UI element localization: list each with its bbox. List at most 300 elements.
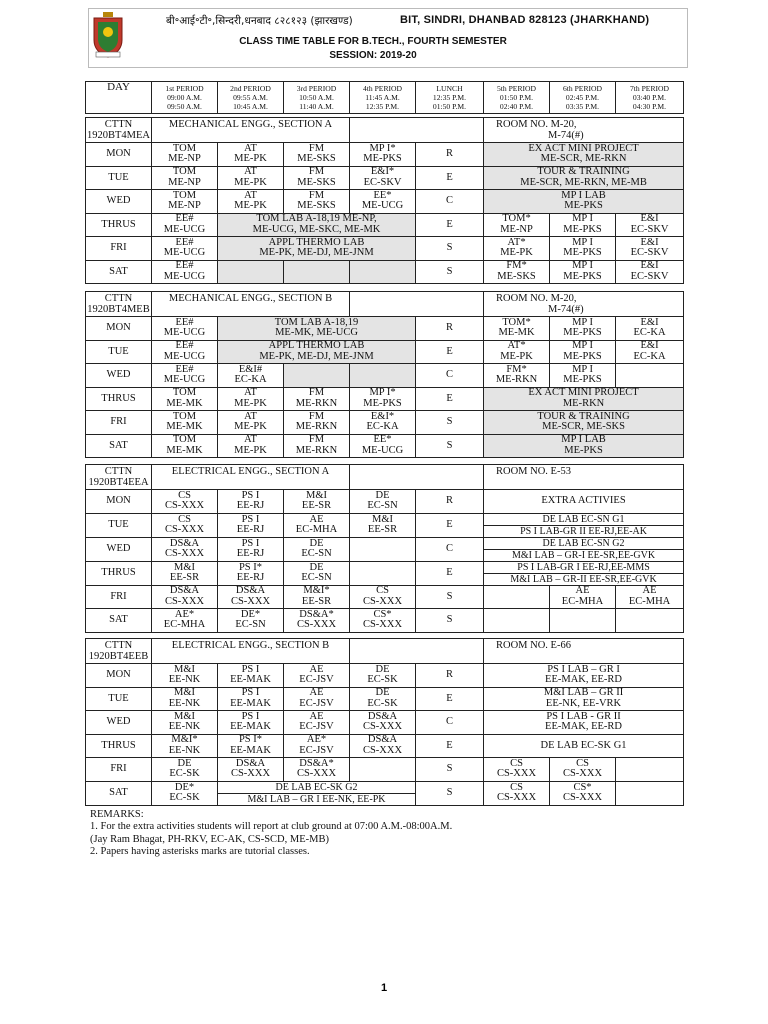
- cell-line-top: C: [446, 195, 454, 206]
- timetable-cell: [218, 758, 284, 782]
- period-end: 09:50 A.M.: [167, 102, 202, 111]
- section-code: 1920BT4EEB: [88, 650, 149, 662]
- section-code-cell: [86, 292, 152, 317]
- timetable-cell: [416, 711, 484, 735]
- timetable-cell: [350, 490, 416, 514]
- timetable-cell: [550, 609, 616, 633]
- timetable-cell: [416, 317, 484, 341]
- cell-line-bottom: ME-UCG: [361, 444, 404, 456]
- cell-line-bottom: ME-UCG: [163, 223, 206, 235]
- day-label: FRI: [86, 758, 152, 782]
- institute-name-english: BIT, SINDRI, DHANBAD 828123 (JHARKHAND): [400, 14, 650, 26]
- cell-line-bottom: EE-RJ: [236, 572, 265, 583]
- timetable-cell: [350, 561, 416, 585]
- cell-line-bottom: ME-RKN: [295, 421, 338, 433]
- period-end: 03:35 P.M.: [565, 102, 600, 111]
- page-number: 1: [380, 982, 388, 994]
- cell-line-bottom: ME-PK: [234, 444, 267, 456]
- cell-line-top: AE: [309, 513, 324, 525]
- timetable-cell: [550, 781, 616, 805]
- cell-line-top: EE*: [373, 189, 392, 201]
- cttn-label: CTTN: [104, 466, 133, 477]
- section-name: MECHANICAL ENGG., SECTION A: [152, 118, 350, 143]
- timetable-cell: [616, 213, 684, 237]
- cell-line-top: PS I: [241, 687, 260, 699]
- cell-line-bottom: ME-PK: [500, 247, 533, 259]
- timetable-cell: [484, 411, 684, 435]
- timetable-cell: [152, 781, 218, 805]
- cell-line-bottom: ME-NP: [168, 153, 201, 165]
- cell-line-bottom: CS-XXX: [164, 595, 205, 607]
- timetable-cell: [416, 213, 484, 237]
- timetable-row: [86, 411, 684, 435]
- day-label: MON: [86, 317, 152, 341]
- cell-line-bottom: CS-XXX: [496, 792, 537, 803]
- timetable-cell: [484, 781, 550, 805]
- cell-line-top: C: [446, 542, 454, 554]
- cell-line-top: S: [446, 590, 453, 602]
- cell-line-top: CS: [376, 585, 389, 597]
- cell-line-top: S: [446, 763, 453, 774]
- cell-line-bottom: CS-XXX: [296, 768, 337, 780]
- cell-line-top: EX ACT MINI PROJECT: [528, 142, 639, 154]
- timetable-cell: [416, 490, 484, 514]
- timetable-row: [86, 434, 684, 458]
- section-title-row: [86, 639, 684, 664]
- timetable-cell: [152, 434, 218, 458]
- cell-line-bottom: ME-NP: [168, 200, 201, 212]
- timetable-row: [86, 387, 684, 411]
- timetable-cell: [284, 411, 350, 435]
- cell-line-top: MP I*: [369, 142, 396, 154]
- cell-line-top: DS&A: [367, 734, 398, 746]
- day-label: FRI: [86, 237, 152, 261]
- cell-line-bottom: ME-PK: [234, 397, 267, 409]
- timetable-cell: [284, 537, 350, 561]
- section-title-row: [86, 118, 684, 143]
- cell-line-bottom: EC-SKV: [630, 223, 669, 235]
- timetable-cell: [218, 411, 284, 435]
- institute-crest-logo: [92, 12, 124, 58]
- cell-line-top: S: [446, 439, 453, 451]
- day-label: WED: [86, 537, 152, 561]
- cell-line-top: S: [446, 614, 453, 625]
- cell-line-top: E: [446, 566, 453, 578]
- cell-line-top: EXTRA ACTIVIES: [541, 495, 626, 506]
- timetable-cell: [350, 190, 416, 214]
- cell-line-top: E&I: [640, 260, 659, 272]
- cell-line-bottom: EE-SR: [301, 595, 332, 607]
- day-label: SAT: [86, 781, 152, 805]
- cell-line-top: DS&A: [169, 585, 200, 597]
- timetable-cell: [416, 143, 484, 167]
- cell-line-bottom: M&I LAB – GR I EE-NK, EE-PK: [247, 793, 386, 805]
- timetable-row: [86, 166, 684, 190]
- cell-line-bottom: ME-PKS: [363, 397, 402, 409]
- cell-line-top: PS I: [241, 537, 260, 549]
- timetable-cell: [484, 758, 550, 782]
- cell-line-bottom: ME-UCG: [361, 200, 404, 212]
- remark-line: (Jay Ram Bhagat, PH-RKV, EC-AK, CS-SCD, ME-MB): [90, 833, 329, 845]
- cell-line-top: CS: [510, 757, 523, 769]
- cell-line-bottom: ME-SKS: [297, 153, 336, 165]
- cell-line-bottom: CS-XXX: [164, 548, 205, 559]
- cell-line-top: R: [446, 669, 454, 680]
- timetable-cell: [616, 340, 684, 364]
- timetable-cell: [484, 561, 684, 585]
- cell-line-bottom: ME-PKS: [563, 327, 602, 339]
- timetable-cell: [416, 411, 484, 435]
- period-7-header: [616, 82, 684, 114]
- cell-line-top: APPL THERMO LAB: [268, 236, 365, 248]
- cell-line-top: EX ACT MINI PROJECT: [528, 387, 639, 399]
- cell-line-top: PS I*: [238, 734, 263, 746]
- period-4-header: [350, 82, 416, 114]
- cell-line-bottom: ME-RKN: [495, 374, 538, 386]
- timetable-cell: [284, 190, 350, 214]
- cell-line-top: TOUR & TRAINING: [537, 410, 630, 422]
- cell-line-bottom: EE-SR: [367, 524, 398, 535]
- cell-line-bottom: EC-SN: [367, 500, 398, 512]
- cell-line-bottom: ME-RKN: [295, 397, 338, 409]
- cell-line-top: R: [446, 322, 454, 333]
- timetable-cell: [416, 664, 484, 688]
- timetable-row: [86, 317, 684, 341]
- cell-line-bottom: EC-SK: [169, 768, 200, 780]
- cell-line-top: M&I: [306, 489, 327, 501]
- section-blank-cell: [350, 639, 484, 664]
- day-label: SAT: [86, 609, 152, 633]
- timetable-cell: [218, 213, 416, 237]
- cell-line-bottom: EE-MAK, EE-RD: [545, 721, 623, 733]
- timetable-cell: [284, 260, 350, 284]
- section-table-electrical-b: [85, 638, 684, 806]
- cell-line-bottom: EC-SK: [367, 674, 398, 686]
- timetable-cell: [416, 537, 484, 561]
- timetable-cell: [284, 561, 350, 585]
- section-code-cell: [86, 465, 152, 490]
- day-label: MON: [86, 664, 152, 688]
- cell-line-top: E: [446, 692, 453, 704]
- timetable-cell: [152, 317, 218, 341]
- cell-line-top: MP I LAB: [561, 189, 606, 201]
- timetable-cell: [218, 781, 416, 805]
- period-label: 7th PERIOD: [629, 84, 670, 93]
- timetable-row: [86, 340, 684, 364]
- timetable-cell: [350, 260, 416, 284]
- timetable-cell: [284, 387, 350, 411]
- day-label: WED: [86, 190, 152, 214]
- timetable-cell: [152, 585, 218, 609]
- cell-line-bottom: PS I LAB-GR II EE-RJ,EE-AK: [520, 525, 647, 537]
- cell-line-top: E&I: [640, 340, 659, 352]
- cell-line-top: TOUR & TRAINING: [537, 166, 630, 178]
- cell-line-bottom: EE-MAK, EE-RD: [545, 674, 623, 686]
- day-label: THRUS: [86, 561, 152, 585]
- timetable-cell: [350, 537, 416, 561]
- cell-line-top: PS I: [241, 489, 260, 501]
- cell-line-bottom: EE-SR: [301, 500, 332, 512]
- timetable-cell: [616, 585, 684, 609]
- cell-line-top: MP I LAB: [561, 434, 606, 446]
- cell-line-top: MP I*: [369, 387, 396, 399]
- cell-line-top: CS: [178, 489, 191, 501]
- timetable-row: [86, 585, 684, 609]
- cell-line-bottom: EE-SR: [169, 572, 200, 583]
- timetable-cell: [350, 411, 416, 435]
- timetable-cell: [152, 364, 218, 388]
- cell-line-bottom: ME-PKS: [563, 223, 602, 235]
- cell-line-top: AT*: [507, 340, 526, 352]
- cell-line-bottom: ME-SKS: [297, 200, 336, 212]
- timetable-cell: [350, 513, 416, 537]
- timetable-cell: [616, 317, 684, 341]
- cell-line-top: DS&A*: [299, 608, 334, 620]
- cell-line-top: AT*: [507, 236, 526, 248]
- cell-line-top: E: [446, 218, 453, 230]
- timetable-cell: [218, 561, 284, 585]
- cell-line-top: E&I: [640, 316, 659, 328]
- cell-line-top: PS I: [241, 710, 260, 722]
- cell-line-bottom: ME-MK: [166, 421, 203, 433]
- cell-line-top: TOM: [172, 166, 197, 178]
- timetable-cell: [550, 340, 616, 364]
- timetable-cell: [284, 687, 350, 711]
- cell-line-top: DE: [375, 687, 390, 699]
- timetable-cell: [218, 734, 284, 758]
- timetable-cell: [152, 664, 218, 688]
- room-number-cell: [484, 465, 684, 490]
- cell-line-bottom: EE-RJ: [236, 548, 265, 559]
- cell-line-top: M&I: [372, 513, 394, 525]
- cell-line-top: DS&A: [235, 585, 266, 597]
- cell-line-bottom: ME-UCG: [163, 270, 206, 282]
- cell-line-bottom: EC-SK: [169, 792, 200, 803]
- cell-line-bottom: CS-XXX: [562, 768, 603, 780]
- cell-line-top: TOM*: [502, 213, 531, 225]
- timetable-cell: [152, 687, 218, 711]
- timetable-cell: [218, 364, 284, 388]
- timetable-cell: [484, 687, 684, 711]
- timetable-cell: [218, 317, 416, 341]
- timetable-cell: [284, 758, 350, 782]
- cell-line-top: APPL THERMO LAB: [268, 340, 365, 352]
- cell-line-bottom: ME-MK: [498, 327, 535, 339]
- cell-line-top: AE*: [306, 734, 327, 746]
- cell-line-bottom: EE-MAK: [230, 744, 271, 756]
- section-code: 1920BT4MEB: [87, 303, 150, 315]
- cell-line-top: PS I LAB-GR I EE-RJ,EE-MMS: [484, 562, 683, 574]
- timetable-cell: [350, 758, 416, 782]
- cell-line-top: EE#: [175, 316, 194, 328]
- period-start: 03:40 P.M.: [632, 93, 667, 102]
- timetable-cell: [218, 340, 416, 364]
- cell-line-bottom: EC-JSV: [299, 721, 334, 733]
- timetable-cell: [284, 434, 350, 458]
- cell-line-top: AE: [575, 585, 590, 597]
- timetable-row: [86, 364, 684, 388]
- section-code-cell: [86, 118, 152, 143]
- cell-line-bottom: CS-XXX: [362, 595, 403, 607]
- room-number: ROOM NO. M-20,: [496, 293, 577, 304]
- timetable-cell: [218, 609, 284, 633]
- timetable-cell: [152, 340, 218, 364]
- timetable-cell: [152, 237, 218, 261]
- cell-line-top: E&I: [640, 213, 659, 225]
- cell-line-top: FM: [308, 166, 325, 178]
- timetable-cell: [416, 758, 484, 782]
- timetable-cell: [350, 711, 416, 735]
- day-label: TUE: [86, 513, 152, 537]
- section-title-row: [86, 292, 684, 317]
- period-label: 6th PERIOD: [562, 84, 603, 93]
- timetable-row: [86, 758, 684, 782]
- timetable-cell: [484, 609, 550, 633]
- timetable-cell: [218, 237, 416, 261]
- day-label: THRUS: [86, 734, 152, 758]
- cell-line-bottom: EC-SKV: [630, 247, 669, 259]
- cell-line-top: E&I: [640, 236, 659, 248]
- cell-line-top: EE#: [175, 340, 194, 352]
- timetable-cell: [484, 537, 684, 561]
- cell-line-top: FM: [308, 434, 325, 446]
- cell-line-bottom: ME-UCG: [163, 247, 206, 259]
- period-end: 11:40 A.M.: [299, 102, 334, 111]
- period-2-header: [218, 82, 284, 114]
- timetable-cell: [416, 260, 484, 284]
- day-column-header: DAY: [86, 82, 152, 114]
- timetable-cell: [416, 237, 484, 261]
- section-name: ELECTRICAL ENGG., SECTION A: [152, 465, 350, 490]
- timetable-row: [86, 687, 684, 711]
- timetable-cell: [350, 609, 416, 633]
- timetable-row: [86, 490, 684, 514]
- timetable-cell: [616, 758, 684, 782]
- room-number-secondary: M-74(#): [548, 303, 584, 315]
- timetable-cell: [416, 387, 484, 411]
- cell-line-top: DS&A: [235, 757, 266, 769]
- cell-line-top: FM*: [506, 260, 527, 272]
- cell-line-bottom: ME-PK: [234, 200, 267, 212]
- cell-line-top: MP I: [572, 213, 593, 225]
- cell-line-bottom: ME-PKS: [563, 374, 602, 386]
- cell-line-bottom: CS-XXX: [164, 500, 205, 512]
- cell-line-top: C: [446, 369, 454, 380]
- room-number: ROOM NO. E-66: [496, 640, 571, 651]
- room-number: ROOM NO. E-53: [496, 466, 571, 477]
- cell-line-bottom: ME-UCG: [163, 327, 206, 339]
- remarks-heading: REMARKS:: [90, 809, 144, 820]
- timetable-cell: [284, 609, 350, 633]
- timetable-cell: [350, 387, 416, 411]
- timetable-cell: [284, 711, 350, 735]
- cell-line-bottom: EC-MHA: [295, 524, 338, 535]
- cttn-label: CTTN: [104, 119, 133, 130]
- cell-line-bottom: M&I LAB – GR-II EE-SR,EE-GVK: [510, 573, 657, 585]
- cell-line-top: E: [446, 392, 453, 404]
- cell-line-top: S: [446, 242, 453, 253]
- period-label: 2nd PERIOD: [230, 84, 271, 93]
- period-start: 09:55 A.M.: [233, 93, 268, 102]
- timetable-cell: [152, 609, 218, 633]
- timetable-cell: [350, 434, 416, 458]
- period-end: 01:50 P.M.: [432, 102, 467, 111]
- timetable-cell: [416, 340, 484, 364]
- cell-line-top: AE*: [174, 608, 195, 620]
- cell-line-top: MP I: [572, 260, 593, 272]
- remark-line: 1. For the extra activities students will report at club ground at 07:00 A.M.-08:00A.M.: [90, 821, 453, 833]
- timetable-cell: [416, 364, 484, 388]
- cell-line-bottom: ME-PK: [234, 421, 267, 433]
- period-start: 01:50 P.M.: [499, 93, 534, 102]
- timetable-cell: [616, 364, 684, 388]
- timetable-cell: [218, 537, 284, 561]
- cell-line-top: DE: [375, 663, 390, 675]
- period-start: 11:45 A.M.: [365, 93, 400, 102]
- cell-line-bottom: EE-NK: [168, 674, 201, 686]
- cell-line-bottom: ME-SCR, ME-RKN: [540, 153, 627, 165]
- cell-line-top: FM: [308, 189, 325, 201]
- period-label: 5th PERIOD: [496, 84, 537, 93]
- timetable-cell: [616, 781, 684, 805]
- day-label: FRI: [86, 585, 152, 609]
- timetable-cell: [152, 190, 218, 214]
- day-label: TUE: [86, 166, 152, 190]
- timetable-cell: [416, 561, 484, 585]
- cell-line-top: PS I*: [238, 561, 263, 573]
- cell-line-top: MP I: [572, 340, 593, 352]
- section-code: 1920BT4MEA: [87, 129, 150, 141]
- cell-line-bottom: ME-PK: [500, 350, 533, 362]
- cell-line-top: TOM LAB A-18,19 ME-NP,: [256, 213, 377, 225]
- period-label: 4th PERIOD: [362, 84, 403, 93]
- timetable-cell: [416, 781, 484, 805]
- cell-line-top: EE*: [373, 434, 392, 446]
- cell-line-bottom: CS-XXX: [362, 744, 403, 756]
- remarks-block: [90, 809, 452, 859]
- room-number: ROOM NO. M-20,: [496, 119, 577, 130]
- cell-line-top: EE#: [175, 363, 194, 375]
- timetable-cell: [152, 260, 218, 284]
- timetable-cell: [550, 585, 616, 609]
- timetable-row: [86, 260, 684, 284]
- timetable-cell: [218, 260, 284, 284]
- cell-line-bottom: ME-SKS: [297, 176, 336, 188]
- room-number-cell: [484, 118, 684, 143]
- cell-line-bottom: EE-NK: [168, 697, 201, 709]
- day-label: TUE: [86, 340, 152, 364]
- section-table-electrical-a: [85, 464, 684, 633]
- lunch-header: [416, 82, 484, 114]
- cell-line-bottom: EC-SK: [367, 697, 398, 709]
- timetable-cell: [152, 387, 218, 411]
- timetable-cell: [484, 387, 684, 411]
- timetable-cell: [550, 758, 616, 782]
- cell-line-bottom: ME-PK: [234, 153, 267, 165]
- cell-line-bottom: ME-UCG, ME-SKC, ME-MK: [252, 223, 381, 235]
- cell-line-bottom: CS-XXX: [362, 721, 403, 733]
- timetable-cell: [416, 513, 484, 537]
- timetable-cell: [484, 711, 684, 735]
- institute-name-hindi: बी॰आई॰टी॰,सिन्दरी,धनबाद ८२८१२३ (झारखण्ड): [166, 15, 353, 27]
- timetable-cell: [218, 387, 284, 411]
- section-name: MECHANICAL ENGG., SECTION B: [152, 292, 350, 317]
- cell-line-top: MP I: [572, 236, 593, 248]
- cell-line-top: M&I*: [303, 585, 330, 597]
- cell-line-bottom: EE-MAK: [230, 697, 271, 709]
- cell-line-top: E: [446, 345, 453, 357]
- cell-line-bottom: ME-PK, ME-DJ, ME-JNM: [259, 350, 374, 362]
